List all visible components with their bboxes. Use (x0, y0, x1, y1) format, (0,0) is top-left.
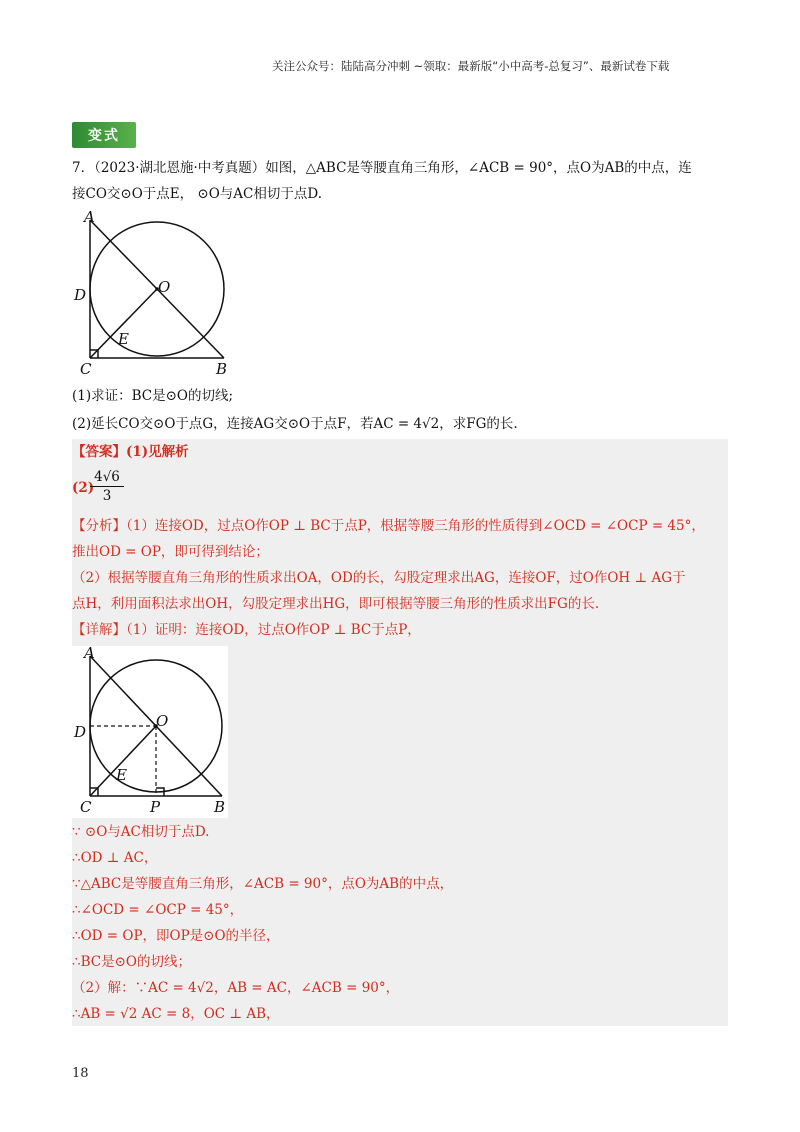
label-c: C (80, 360, 92, 378)
detail-line-3: ∵△ABC是等腰直角三角形，∠ACB = 90°，点O为AB的中点， (72, 876, 454, 892)
label-b-2: B (214, 798, 226, 816)
fraction-denominator: 3 (102, 488, 112, 504)
detail-line-7: （2）解：∵AC = 4√2，AB = AC，∠ACB = 90°， (72, 980, 400, 996)
label-a-2: A (84, 646, 95, 662)
detail-line-6: ∴BC是⊙O的切线； (72, 954, 191, 970)
figure-1 (72, 208, 232, 378)
problem-line-2: 接CO交⊙O于点E， ⊙O与AC相切于点D. (72, 186, 323, 202)
label-c-2: C (80, 798, 92, 816)
page-number: 18 (72, 1066, 89, 1081)
answer-part2-prefix: (2) (72, 480, 95, 496)
analysis-line-2: 推出OD = OP，即可得到结论； (72, 544, 269, 560)
question-2: (2)延长CO交⊙O于点G，连接AG交⊙O于点F，若AC = 4√2，求FG的长. (72, 416, 518, 432)
label-a: A (84, 208, 95, 226)
detail-line-5: ∴OD = OP，即OP是⊙O的半径， (72, 928, 280, 944)
label-o: O (158, 278, 171, 296)
answer-fraction (90, 468, 124, 505)
figure-2 (72, 646, 228, 818)
detail-line-4: ∴∠OCD = ∠OCP = 45°， (72, 902, 244, 918)
label-b: B (216, 360, 228, 378)
detail-line-2: ∴OD ⊥ AC， (72, 850, 158, 866)
label-o-2: O (156, 712, 169, 730)
question-1: (1)求证：BC是⊙O的切线; (72, 388, 234, 404)
page-header: 关注公众号：陆陆高分冲刺 ~领取：最新版“小中高考-总复习”、最新试卷下载 (272, 59, 670, 73)
problem-line-1: 7．（2023·湖北恩施·中考真题）如图，△ABC是等腰直角三角形，∠ACB = 90°，点O为AB的中点，连 (72, 160, 692, 176)
analysis-line-4: 点H，利用面积法求出OH，勾股定理求出HG，即可根据等腰三角形的性质求出FG的长. (72, 596, 600, 612)
analysis-line-1: 【分析】（1）连接OD，过点O作OP ⊥ BC于点P，根据等腰三角形的性质得到∠OCD = ∠OCP = 45°， (72, 518, 705, 534)
label-d: D (74, 286, 87, 304)
analysis-line-3: （2）根据等腰直角三角形的性质求出OA，OD的长，勾股定理求出AG，连接OF，过O作OH ⊥ AG于 (72, 570, 686, 586)
label-p-2: P (150, 798, 161, 816)
detail-line-8: ∴AB = √2 AC = 8，OC ⊥ AB， (72, 1006, 280, 1022)
detail-line-0: 【详解】（1）证明：连接OD，过点O作OP ⊥ BC于点P， (72, 622, 421, 638)
variant-tag: 变式 (72, 122, 136, 148)
fraction-numerator: 4√6 (90, 468, 124, 487)
detail-line-1: ∵ ⊙O与AC相切于点D. (72, 824, 210, 840)
answer-heading: 【答案】(1)见解析 (72, 444, 189, 460)
label-e-2: E (116, 766, 127, 784)
label-e: E (118, 330, 129, 348)
label-d-2: D (74, 723, 87, 741)
